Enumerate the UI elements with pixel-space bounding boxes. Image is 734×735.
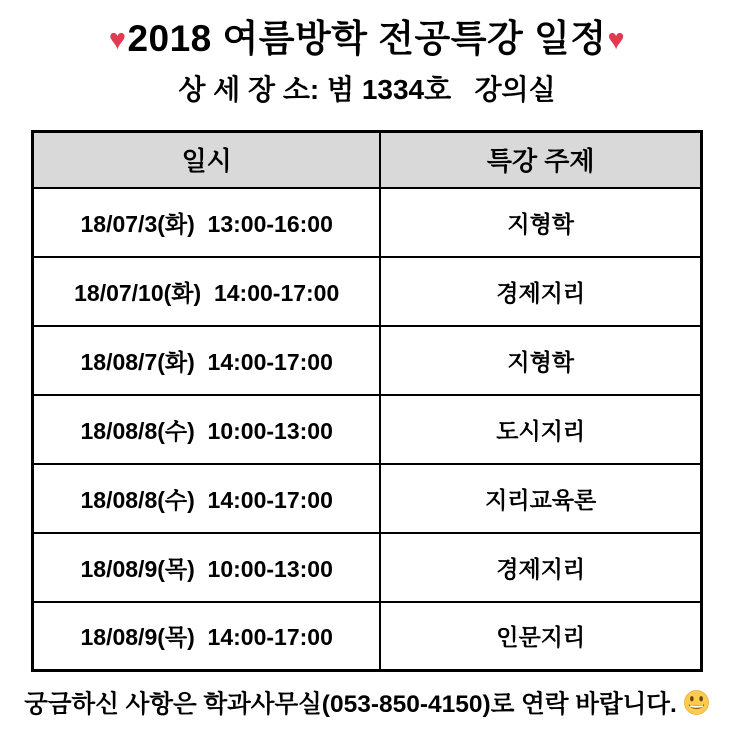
topic-cell: 지형학 [380, 326, 701, 395]
heart-icon: ♥ [108, 24, 127, 57]
table-row [33, 326, 702, 395]
datetime-cell: 18/08/9(목) 14:00-17:00 [33, 602, 381, 671]
column-header-datetime: 일시 [33, 132, 381, 188]
topic-cell: 경제지리 [380, 533, 701, 602]
table-row [33, 533, 702, 602]
column-header-topic: 특강 주제 [380, 132, 701, 188]
page-title [0, 8, 734, 62]
topic-cell: 지리교육론 [380, 464, 701, 533]
datetime-cell: 18/07/10(화) 14:00-17:00 [33, 257, 381, 326]
contact-note-text: 궁금하신 사항은 학과사무실(053-850-4150)로 연락 바랍니다. [24, 691, 677, 718]
heart-icon: ♥ [607, 24, 626, 57]
page-title-text: 2018 여름방학 전공특강 일정 [127, 18, 607, 59]
topic-cell: 지형학 [380, 188, 701, 257]
schedule-table-body [33, 188, 702, 671]
table-header-row [33, 132, 702, 188]
datetime-cell: 18/08/8(수) 10:00-13:00 [33, 395, 381, 464]
topic-cell: 도시지리 [380, 395, 701, 464]
table-row [33, 257, 702, 326]
location-subtitle: 상 세 장 소: 범 1334호 강의실 [178, 74, 556, 105]
table-row [33, 395, 702, 464]
datetime-cell: 18/07/3(화) 13:00-16:00 [33, 188, 381, 257]
table-row [33, 188, 702, 257]
topic-cell: 인문지리 [380, 602, 701, 671]
datetime-cell: 18/08/9(목) 10:00-13:00 [33, 533, 381, 602]
datetime-cell: 18/08/7(화) 14:00-17:00 [33, 326, 381, 395]
table-row [33, 602, 702, 671]
contact-note [0, 685, 734, 720]
datetime-cell: 18/08/8(수) 14:00-17:00 [33, 464, 381, 533]
schedule-table [31, 130, 703, 672]
topic-cell: 경제지리 [380, 257, 701, 326]
table-row [33, 464, 702, 533]
grinning-face-icon [683, 689, 710, 716]
